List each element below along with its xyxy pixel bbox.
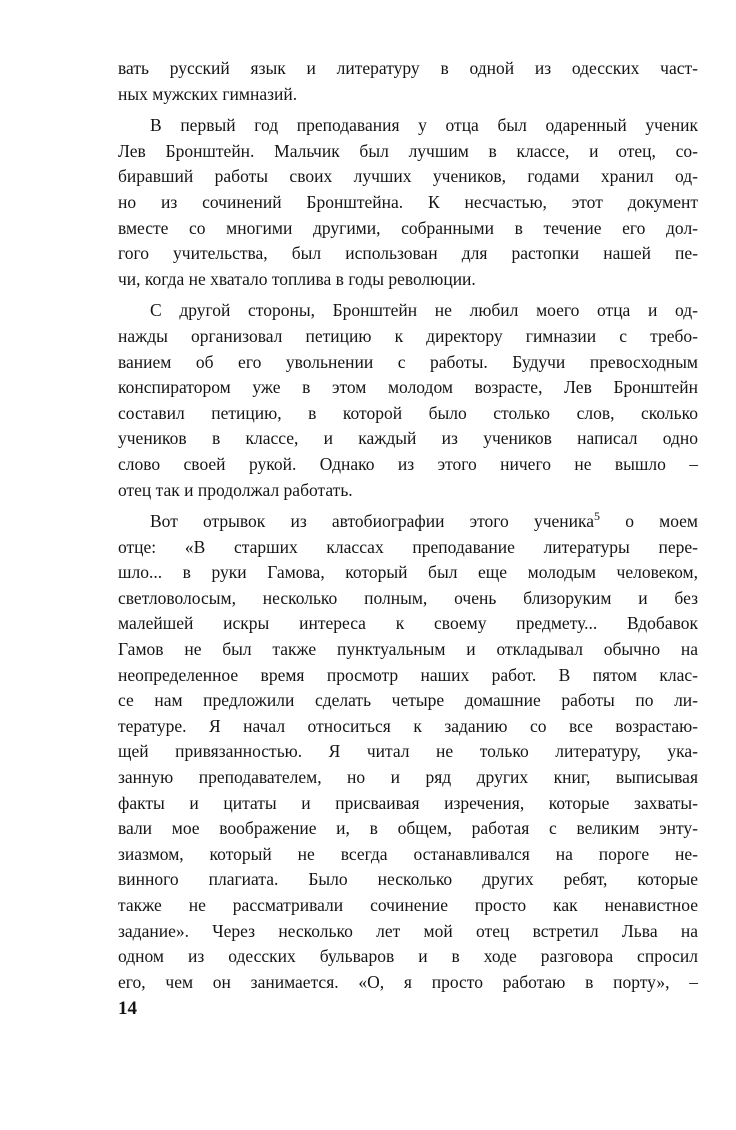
page-text [118,56,698,995]
text-line: отец так и продолжал работать. [118,479,353,500]
text-line: также не рассматривали сочинение просто как ненавистное [118,895,698,915]
text-line: нажды организовал петицию к директору гимназии с требо- [118,325,698,346]
text-line: малейшей искры интереса к своему предмету... Вдобавок [118,613,698,634]
text-line: одном из одесских бульваров и в ходе разговора спросил [118,946,698,967]
paragraph [118,509,698,995]
text-line: слово своей рукой. Однако из этого ничего не вышло – [118,453,698,474]
text-line: занную преподавателем, но и ряд других книг, выписывая [118,767,698,788]
text-line: конспиратором уже в этом молодом возрасте, Лев Бронштейн [118,377,698,398]
text-line: неопределенное время просмотр наших работ. В пятом клас- [118,664,698,685]
text-line: тературе. Я начал относиться к заданию со все возрастаю- [118,715,698,736]
text-line: С другой стороны, Бронштейн не любил моего отца и од- [150,300,698,321]
text-line: зиазмом, который не всегда останавливался на пороге не- [118,843,698,864]
text-fragment: Вот отрывок из автобиографии этого ученика [150,511,595,532]
text-line: но из сочинений Бронштейна. К несчастью, этот документ [118,191,698,212]
page-number: 14 [118,998,137,1019]
text-line: ных мужских гимназий. [118,83,298,104]
text-line: Лев Бронштейн. Мальчик был лучшим в классе, и отец, со- [118,140,698,161]
text-line: задание». Через несколько лет мой отец встретил Льва на [118,920,698,941]
text-line: составил петицию, в которой было столько слов, сколько [118,402,698,423]
text-line: отце: «В старших классах преподавание литературы пере- [118,536,698,557]
paragraph [118,113,698,292]
footnote-marker: 5 [594,509,601,524]
text-line: вали мое воображение и, в общем, работая с великим энту- [118,818,698,839]
text-line: вместе со многими другими, собранными в течение его дол- [118,217,698,238]
text-line: вать русский язык и литературу в одной из одесских част- [118,58,698,78]
text-line: факты и цитаты и присваивая изречения, которые захваты- [118,792,698,813]
text-line: светловолосым, несколько полным, очень близоруким и без [118,587,698,608]
text-line: винного плагиата. Было несколько других ребят, которые [118,869,698,890]
text-line: се нам предложили сделать четыре домашние работы по ли- [118,690,698,711]
text-line: Гамов не был также пунктуальным и откладывал обычно на [118,639,698,660]
text-line: его, чем он занимается. «О, я просто работаю в порту», – [118,971,698,992]
text-line: учеников в классе, и каждый из учеников написал одно [118,428,698,449]
text-line [118,509,698,535]
paragraph [118,56,698,107]
paragraph [118,298,698,503]
text-line: шло... в руки Гамова, который был еще молодым человеком, [118,562,698,583]
text-line: В первый год преподавания у отца был одаренный ученик [150,115,698,136]
text-line: ванием об его увольнении с работы. Будучи превосходным [118,351,698,372]
text-line: чи, когда не хватало топлива в годы революции. [118,268,476,289]
text-line: гого учительства, был использован для растопки нашей пе- [118,243,698,264]
text-line: щей привязанностью. Я читал не только литературу, ука- [118,741,698,762]
text-line: биравший работы своих лучших учеников, годами хранил од- [118,166,698,187]
text-fragment: о моем [625,511,699,532]
